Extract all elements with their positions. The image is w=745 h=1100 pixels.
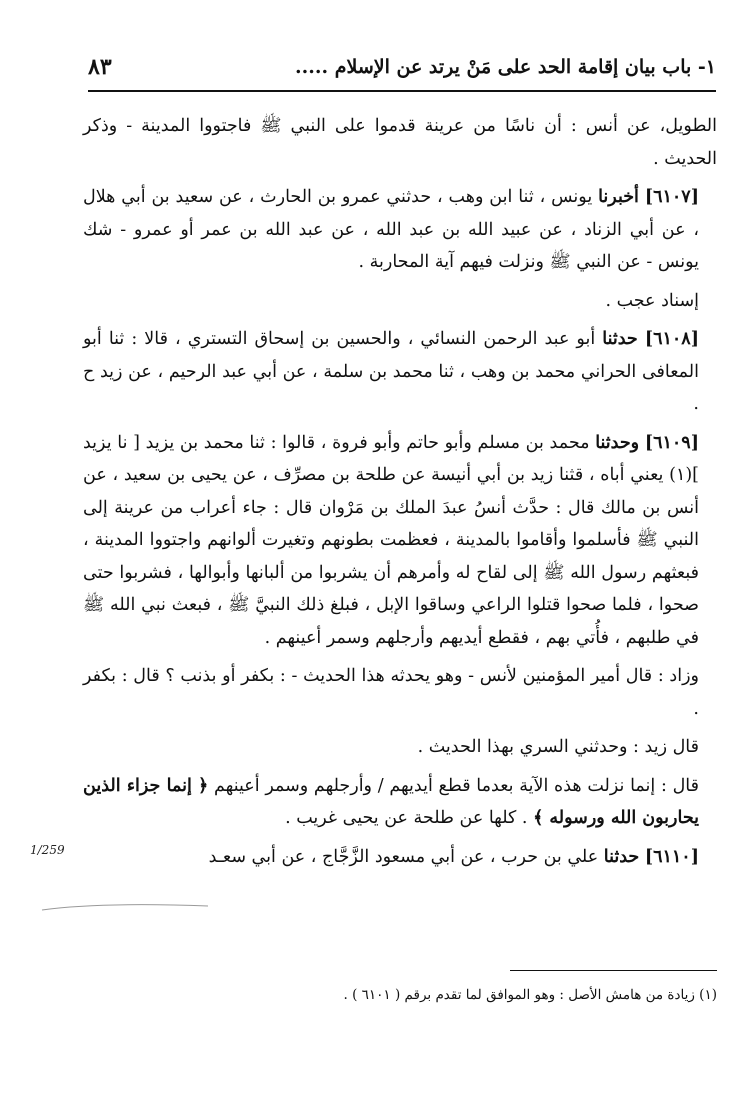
paragraph-zayd	[83, 731, 717, 764]
paragraph-tail: . كلها عن طلحة عن يحيى غريب .	[285, 808, 528, 828]
footnote: (١) زيادة من هامش الأصل : وهو الموافق لما تقدم برقم ( ٦١٠١ ) .	[343, 987, 717, 1003]
quran-quote: ﴿ إنما جزاء الذين يحاربون الله ورسوله ﴾	[83, 775, 699, 828]
paragraph-addition	[83, 660, 717, 725]
hadith-text: يونس ، ثنا ابن وهب ، حدثني عمرو بن الحارث ، عن سعيد بن أبي هلال ، عن أبي الزناد ، عن عبيد الله بن عبد الله ، عن عبد الله بن عمر أو عمرو - شك يونس - عن النبي ﷺ ونزلت فيهم آية المحاربة .	[83, 187, 699, 272]
hadith-text: أبو عبد الرحمن النسائي ، والحسين بن إسحاق التستري ، قالا : ثنا أبو المعافى الحراني محمد بن وهب ، ثنا محمد بن سلمة ، عن أبي عبد الرحيم ، عن زيد ح .	[83, 329, 699, 414]
hadith-number: [٦١١٠]	[644, 846, 699, 867]
paragraph-text: قال زيد : وحدثني السري بهذا الحديث .	[417, 737, 699, 757]
page-header	[88, 52, 716, 88]
hadith-6109	[83, 427, 717, 655]
hadith-lead: حدثنا	[603, 846, 640, 867]
paragraph-comment	[83, 285, 717, 318]
chapter-title: ١- باب بيان إقامة الحد على مَنْ يرتد عن الإسلام .....	[295, 56, 716, 78]
page-number: ٨٣	[88, 54, 112, 80]
hadith-lead: حدثنا	[602, 329, 638, 349]
paragraph-verse	[83, 770, 717, 835]
pencil-mark	[40, 900, 210, 914]
hadith-6108	[83, 323, 717, 421]
manuscript-folio-note: 1/259	[30, 843, 65, 857]
hadith-6110	[83, 841, 717, 874]
main-text	[83, 110, 717, 879]
hadith-lead: أخبرنا	[598, 187, 639, 207]
hadith-text: علي بن حرب ، عن أبي مسعود الزَّجَّاج ، عن أبي سعـد	[208, 846, 599, 867]
hadith-6107	[83, 181, 717, 279]
paragraph-text: إسناد عجب .	[605, 290, 699, 311]
paragraph-1	[83, 110, 717, 175]
hadith-number: [٦١٠٩]	[644, 432, 699, 453]
hadith-text: محمد بن مسلم وأبو حاتم وأبو فروة ، قالوا : ثنا محمد بن يزيد [ نا يزيد ](١) يعني أباه ، قثنا زيد بن أبي أنيسة عن طلحة بن مصرِّف ، عن يحيى بن سعيد ، عن أنس بن مالك قال : حدَّث أنسُ عبدَ الملك بن مَرْوان قال : جاء أعراب من عرينة إلى النبي ﷺ فأسلموا وأقاموا بالمدينة ، فعظمت بطونهم وتغيرت ألوانهم واجتووا المدينة ، فبعثهم رسول الله ﷺ إلى لقاح له وأمرهم أن يشربوا من ألبانها وأبوالها ، فشربوا حتى صحوا ، فلما صحوا قتلوا الراعي وساقوا الإبل ، فبلغ ذلك النبيَّ ﷺ ، فبعث نبي الله ﷺ في طلبهم ، فأُتي بهم ، فقطع أيديهم وأرجلهم وسمر أعينهم .	[83, 432, 699, 648]
paragraph-text: قال : إنما نزلت هذه الآية بعدما قطع أيديهم / وأرجلهم وسمر أعينهم	[214, 775, 699, 796]
paragraph-text: الطويل، عن أنس : أن ناسًا من عرينة قدموا على النبي ﷺ فاجتووا المدينة - وذكر الحديث .	[83, 116, 717, 169]
hadith-number: [٦١٠٨]	[644, 329, 699, 349]
footnote-divider	[510, 970, 717, 971]
header-divider	[88, 90, 716, 92]
paragraph-text: وزاد : قال أمير المؤمنين لأنس - وهو يحدثه هذا الحديث - : بكفر أو بذنب ؟ قال : بكفر .	[83, 666, 699, 719]
hadith-number: [٦١٠٧]	[644, 187, 699, 207]
hadith-lead: وحدثنا	[595, 432, 640, 453]
